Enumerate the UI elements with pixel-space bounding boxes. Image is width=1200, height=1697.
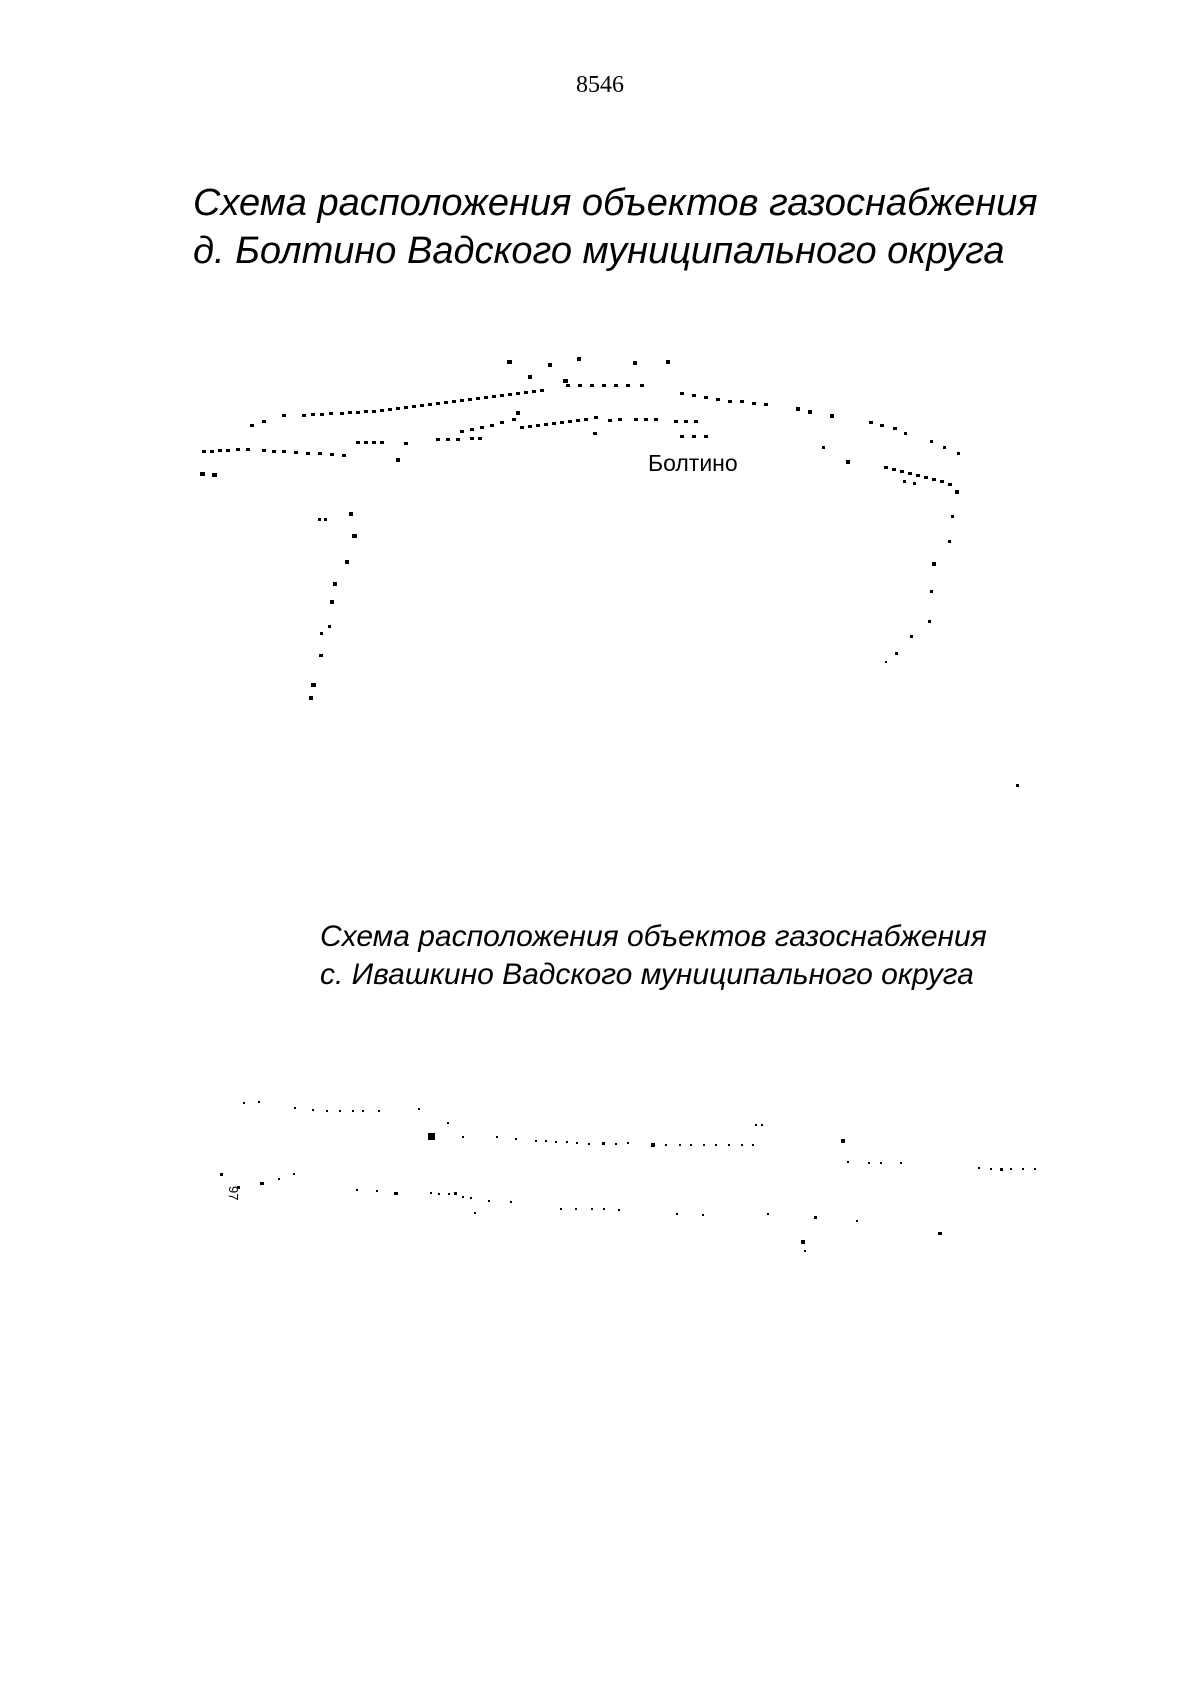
ivashkino-gas-line-points (220, 1101, 1036, 1252)
page-number: 8546 (576, 72, 624, 98)
scheme-title-ivashkino-line-1: Схема расположения объектов газоснабжения (320, 920, 987, 953)
ivashkino-house-number-label: 97 (226, 1186, 241, 1201)
scheme-title-boltino-line-1: Схема расположения объектов газоснабжения (193, 182, 1038, 224)
scheme-title-boltino-line-2: д. Болтино Вадского муниципального округа (193, 229, 1005, 272)
scheme-title-ivashkino-line-2: с. Ивашкино Вадского муниципального округа (320, 957, 974, 991)
boltino-settlement-label: Болтино (648, 450, 738, 476)
